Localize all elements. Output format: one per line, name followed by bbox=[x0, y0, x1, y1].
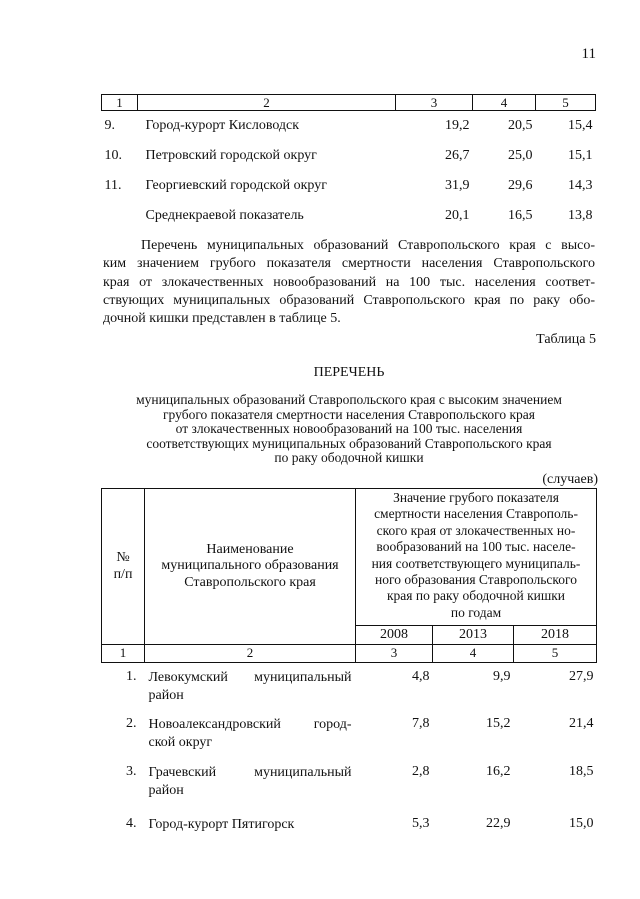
table-row bbox=[102, 810, 597, 840]
municipality-name bbox=[145, 758, 356, 810]
paragraph-line: дочной кишки представлен в таблице 5. bbox=[103, 311, 341, 327]
column-number: 4 bbox=[433, 645, 514, 663]
name-part: район bbox=[148, 687, 184, 703]
municipality-name bbox=[145, 662, 356, 710]
value-2018: 18,5 bbox=[569, 764, 594, 779]
name-part: Грачевский bbox=[148, 765, 217, 780]
header-line: смертности населения Ставрополь- bbox=[374, 506, 578, 522]
municipality-name: Город-курорт Пятигорск bbox=[148, 817, 295, 832]
header-line: Ставропольского края bbox=[184, 574, 316, 590]
value-2018: 21,4 bbox=[569, 716, 594, 731]
value-2008: 7,8 bbox=[412, 716, 430, 731]
column-number: 2 bbox=[145, 645, 356, 663]
name-part: муниципальный bbox=[254, 765, 352, 780]
continued-table-column-numbers bbox=[102, 95, 596, 111]
subheading-line: по раку ободочной кишки bbox=[274, 450, 424, 465]
subheading-line: грубого показателя смертности населения Ставропольского края bbox=[163, 406, 535, 422]
header-line: № bbox=[116, 550, 130, 565]
municipality-name bbox=[145, 710, 356, 758]
column-numbers-row bbox=[102, 645, 597, 663]
header-line: ного образования Ставропольского bbox=[375, 572, 577, 588]
header-line: по годам bbox=[450, 604, 502, 620]
subheading-line: муниципальных образований Ставропольского края с высоким значением bbox=[136, 392, 562, 407]
year-2008-header: 2008 bbox=[356, 626, 433, 645]
column-number: 2 bbox=[138, 95, 396, 111]
value-2008: 5,3 bbox=[412, 816, 430, 831]
name-part: Новоалександровский bbox=[148, 717, 281, 732]
header-line: ния соответствующего муниципаль- bbox=[371, 555, 581, 571]
column-name-header bbox=[145, 489, 356, 645]
value-2018: 15,1 bbox=[568, 148, 593, 163]
value-2013: 16,2 bbox=[486, 764, 511, 779]
value-2018: 27,9 bbox=[569, 668, 594, 684]
name-part: ской округ bbox=[148, 735, 213, 750]
value-2013: 9,9 bbox=[493, 668, 511, 684]
year-2018-header: 2018 bbox=[514, 626, 597, 645]
header-line: края по раку ободочной кишки bbox=[386, 588, 566, 604]
header-line: вообразований на 100 тыс. населе- bbox=[376, 539, 576, 555]
name-part: город- bbox=[313, 717, 352, 732]
list-subheading bbox=[103, 393, 595, 466]
intro-paragraph bbox=[103, 237, 595, 328]
name-part: Левокумский bbox=[148, 669, 228, 685]
value-2013: 15,2 bbox=[486, 716, 511, 731]
paragraph-line: края от злокачественных новообразований на 100 тыс. населения соответ- bbox=[103, 274, 595, 290]
table-5 bbox=[101, 488, 597, 840]
value-2018: 15,4 bbox=[568, 118, 593, 133]
value-2008: 20,1 bbox=[445, 208, 470, 223]
municipality-name: Георгиевский городской округ bbox=[145, 178, 327, 193]
header-line: п/п bbox=[113, 566, 133, 582]
header-line: муниципального образования bbox=[161, 558, 339, 574]
value-2008: 26,7 bbox=[445, 148, 470, 163]
average-label: Среднекраевой показатель bbox=[145, 208, 304, 223]
paragraph-line: ким значением грубого показателя смертности населения Ставропольского bbox=[103, 256, 595, 272]
header-line: ского края от злокачественных но- bbox=[376, 522, 576, 538]
paragraph-line: Перечень муниципальных образований Ставропольского края с высо- bbox=[141, 238, 595, 253]
column-number: 1 bbox=[102, 645, 145, 663]
column-number-header bbox=[102, 489, 145, 645]
value-2013: 29,6 bbox=[508, 178, 533, 193]
municipality-name: Петровский городской округ bbox=[145, 148, 317, 163]
table-caption: Таблица 5 bbox=[536, 332, 596, 347]
year-2013-header: 2013 bbox=[433, 626, 514, 645]
paragraph-line: ствующих муниципальных образований Ставропольского края по раку обо- bbox=[103, 292, 595, 308]
column-number: 1 bbox=[102, 95, 138, 111]
header-line: Наименование bbox=[206, 541, 294, 557]
value-2008: 31,9 bbox=[445, 178, 470, 193]
row-number: 1. bbox=[126, 668, 137, 684]
column-number: 3 bbox=[356, 645, 433, 663]
municipality-name: Город-курорт Кисловодск bbox=[145, 118, 300, 133]
column-number: 4 bbox=[473, 95, 536, 111]
table-row bbox=[102, 758, 597, 810]
header-line: Значение грубого показателя bbox=[393, 490, 559, 505]
value-2013: 20,5 bbox=[508, 118, 533, 133]
column-value-header bbox=[356, 489, 597, 626]
name-part: район bbox=[148, 783, 184, 798]
list-heading: ПЕРЕЧЕНЬ bbox=[313, 365, 385, 380]
value-2018: 13,8 bbox=[568, 208, 593, 223]
row-number: 9. bbox=[104, 118, 115, 133]
name-part: муниципальный bbox=[254, 669, 352, 685]
column-number: 5 bbox=[536, 95, 596, 111]
row-number: 2. bbox=[126, 716, 137, 731]
units-label: (случаев) bbox=[542, 472, 598, 487]
table-row bbox=[102, 141, 596, 171]
column-number: 5 bbox=[514, 645, 597, 663]
row-number bbox=[102, 201, 138, 231]
row-number: 3. bbox=[126, 764, 137, 779]
subheading-line: от злокачественных новообразований на 100 тыс. населения bbox=[175, 421, 523, 436]
table-row bbox=[102, 662, 597, 710]
row-number: 4. bbox=[126, 816, 137, 831]
table-5-header bbox=[102, 489, 597, 626]
value-2018: 14,3 bbox=[568, 178, 593, 193]
table-row bbox=[102, 171, 596, 201]
table-row bbox=[102, 111, 596, 142]
value-2008: 2,8 bbox=[412, 764, 430, 779]
value-2013: 25,0 bbox=[508, 148, 533, 163]
value-2013: 16,5 bbox=[508, 208, 533, 223]
value-2018: 15,0 bbox=[569, 816, 594, 831]
column-number: 3 bbox=[396, 95, 473, 111]
value-2008: 4,8 bbox=[412, 668, 430, 684]
row-number: 11. bbox=[104, 178, 122, 193]
table-row bbox=[102, 710, 597, 758]
table-row-average bbox=[102, 201, 596, 231]
row-number: 10. bbox=[104, 148, 122, 163]
value-2013: 22,9 bbox=[486, 816, 511, 831]
continued-table bbox=[101, 94, 596, 231]
page-number: 11 bbox=[581, 46, 596, 62]
subheading-line: соответствующих муниципальных образований Ставропольского края bbox=[146, 435, 552, 451]
value-2008: 19,2 bbox=[445, 118, 470, 133]
